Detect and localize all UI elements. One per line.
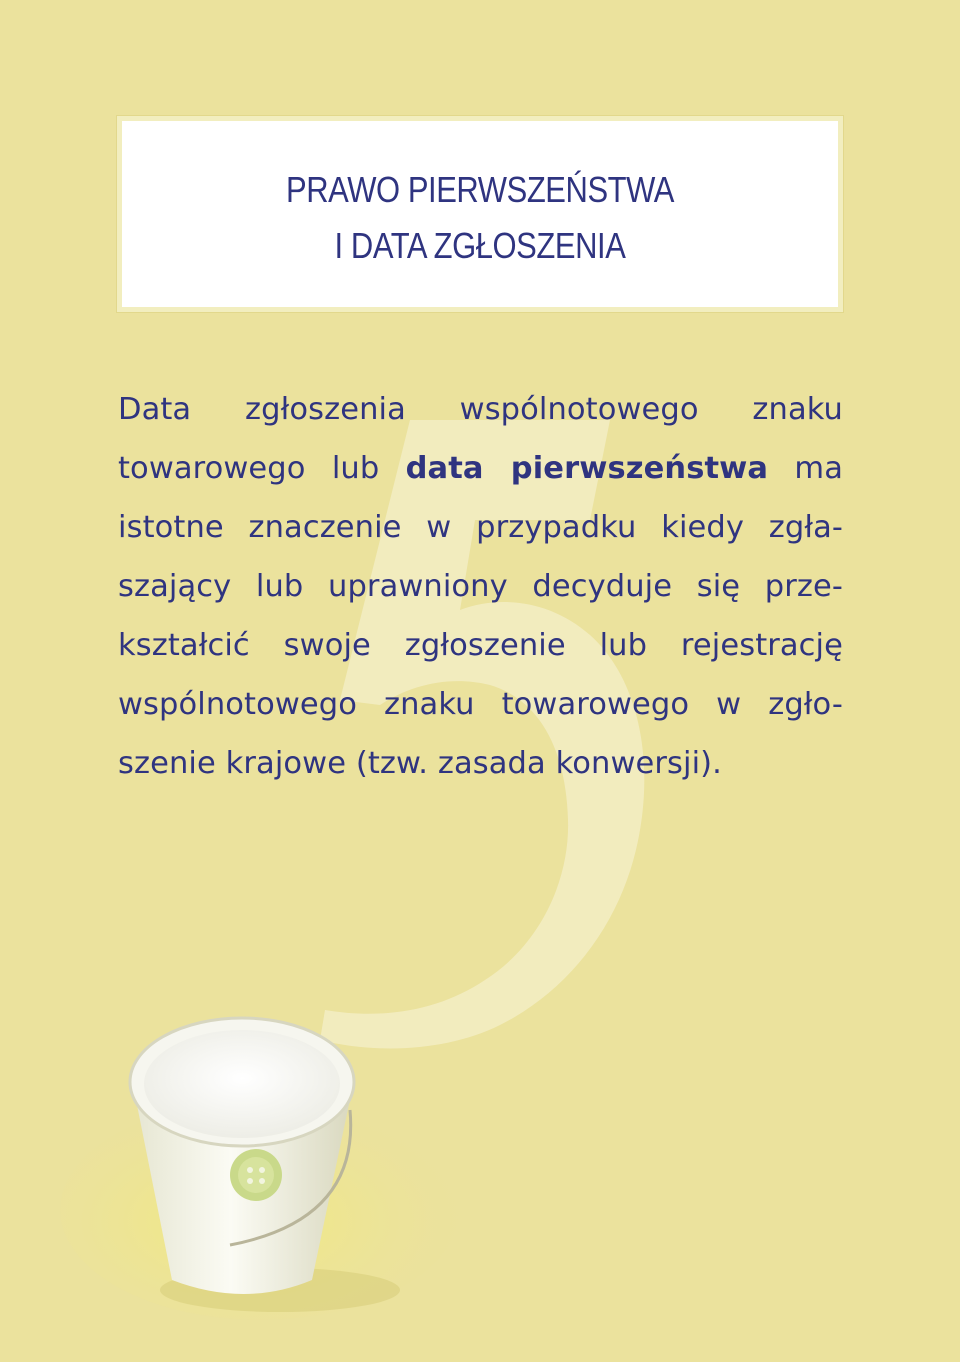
page-title-line-2: I DATA ZGŁOSZENIA bbox=[334, 225, 626, 266]
body-line-4: szający lub uprawniony decyduje się prze- bbox=[118, 569, 843, 604]
bucket-illustration bbox=[60, 990, 480, 1320]
title-box bbox=[117, 116, 843, 312]
body-line-2 bbox=[118, 439, 843, 498]
body-line-6: wspólnotowego znaku towarowego w zgło- bbox=[118, 687, 843, 722]
body-line-7: szenie krajowe (tzw. zasada konwersji). bbox=[118, 746, 722, 781]
body-line-5: kształcić swoje zgłoszenie lub rejestrację bbox=[118, 628, 843, 663]
page-title-line-1: PRAWO PIERWSZEŃSTWA bbox=[285, 169, 675, 210]
bold-term-priority-date: data pierwszeństwa bbox=[405, 451, 769, 486]
bucket-milk bbox=[144, 1030, 340, 1138]
body-line-2-start: towarowego lub bbox=[118, 451, 406, 486]
body-line-1: Data zgłoszenia wspólnotowego znaku bbox=[118, 392, 843, 427]
body-line-3: istotne znaczenie w przypadku kiedy zgła- bbox=[118, 510, 843, 545]
body-line-2-end: ma bbox=[768, 451, 843, 486]
button-icon-inner bbox=[238, 1157, 274, 1193]
body-paragraph bbox=[118, 380, 843, 793]
